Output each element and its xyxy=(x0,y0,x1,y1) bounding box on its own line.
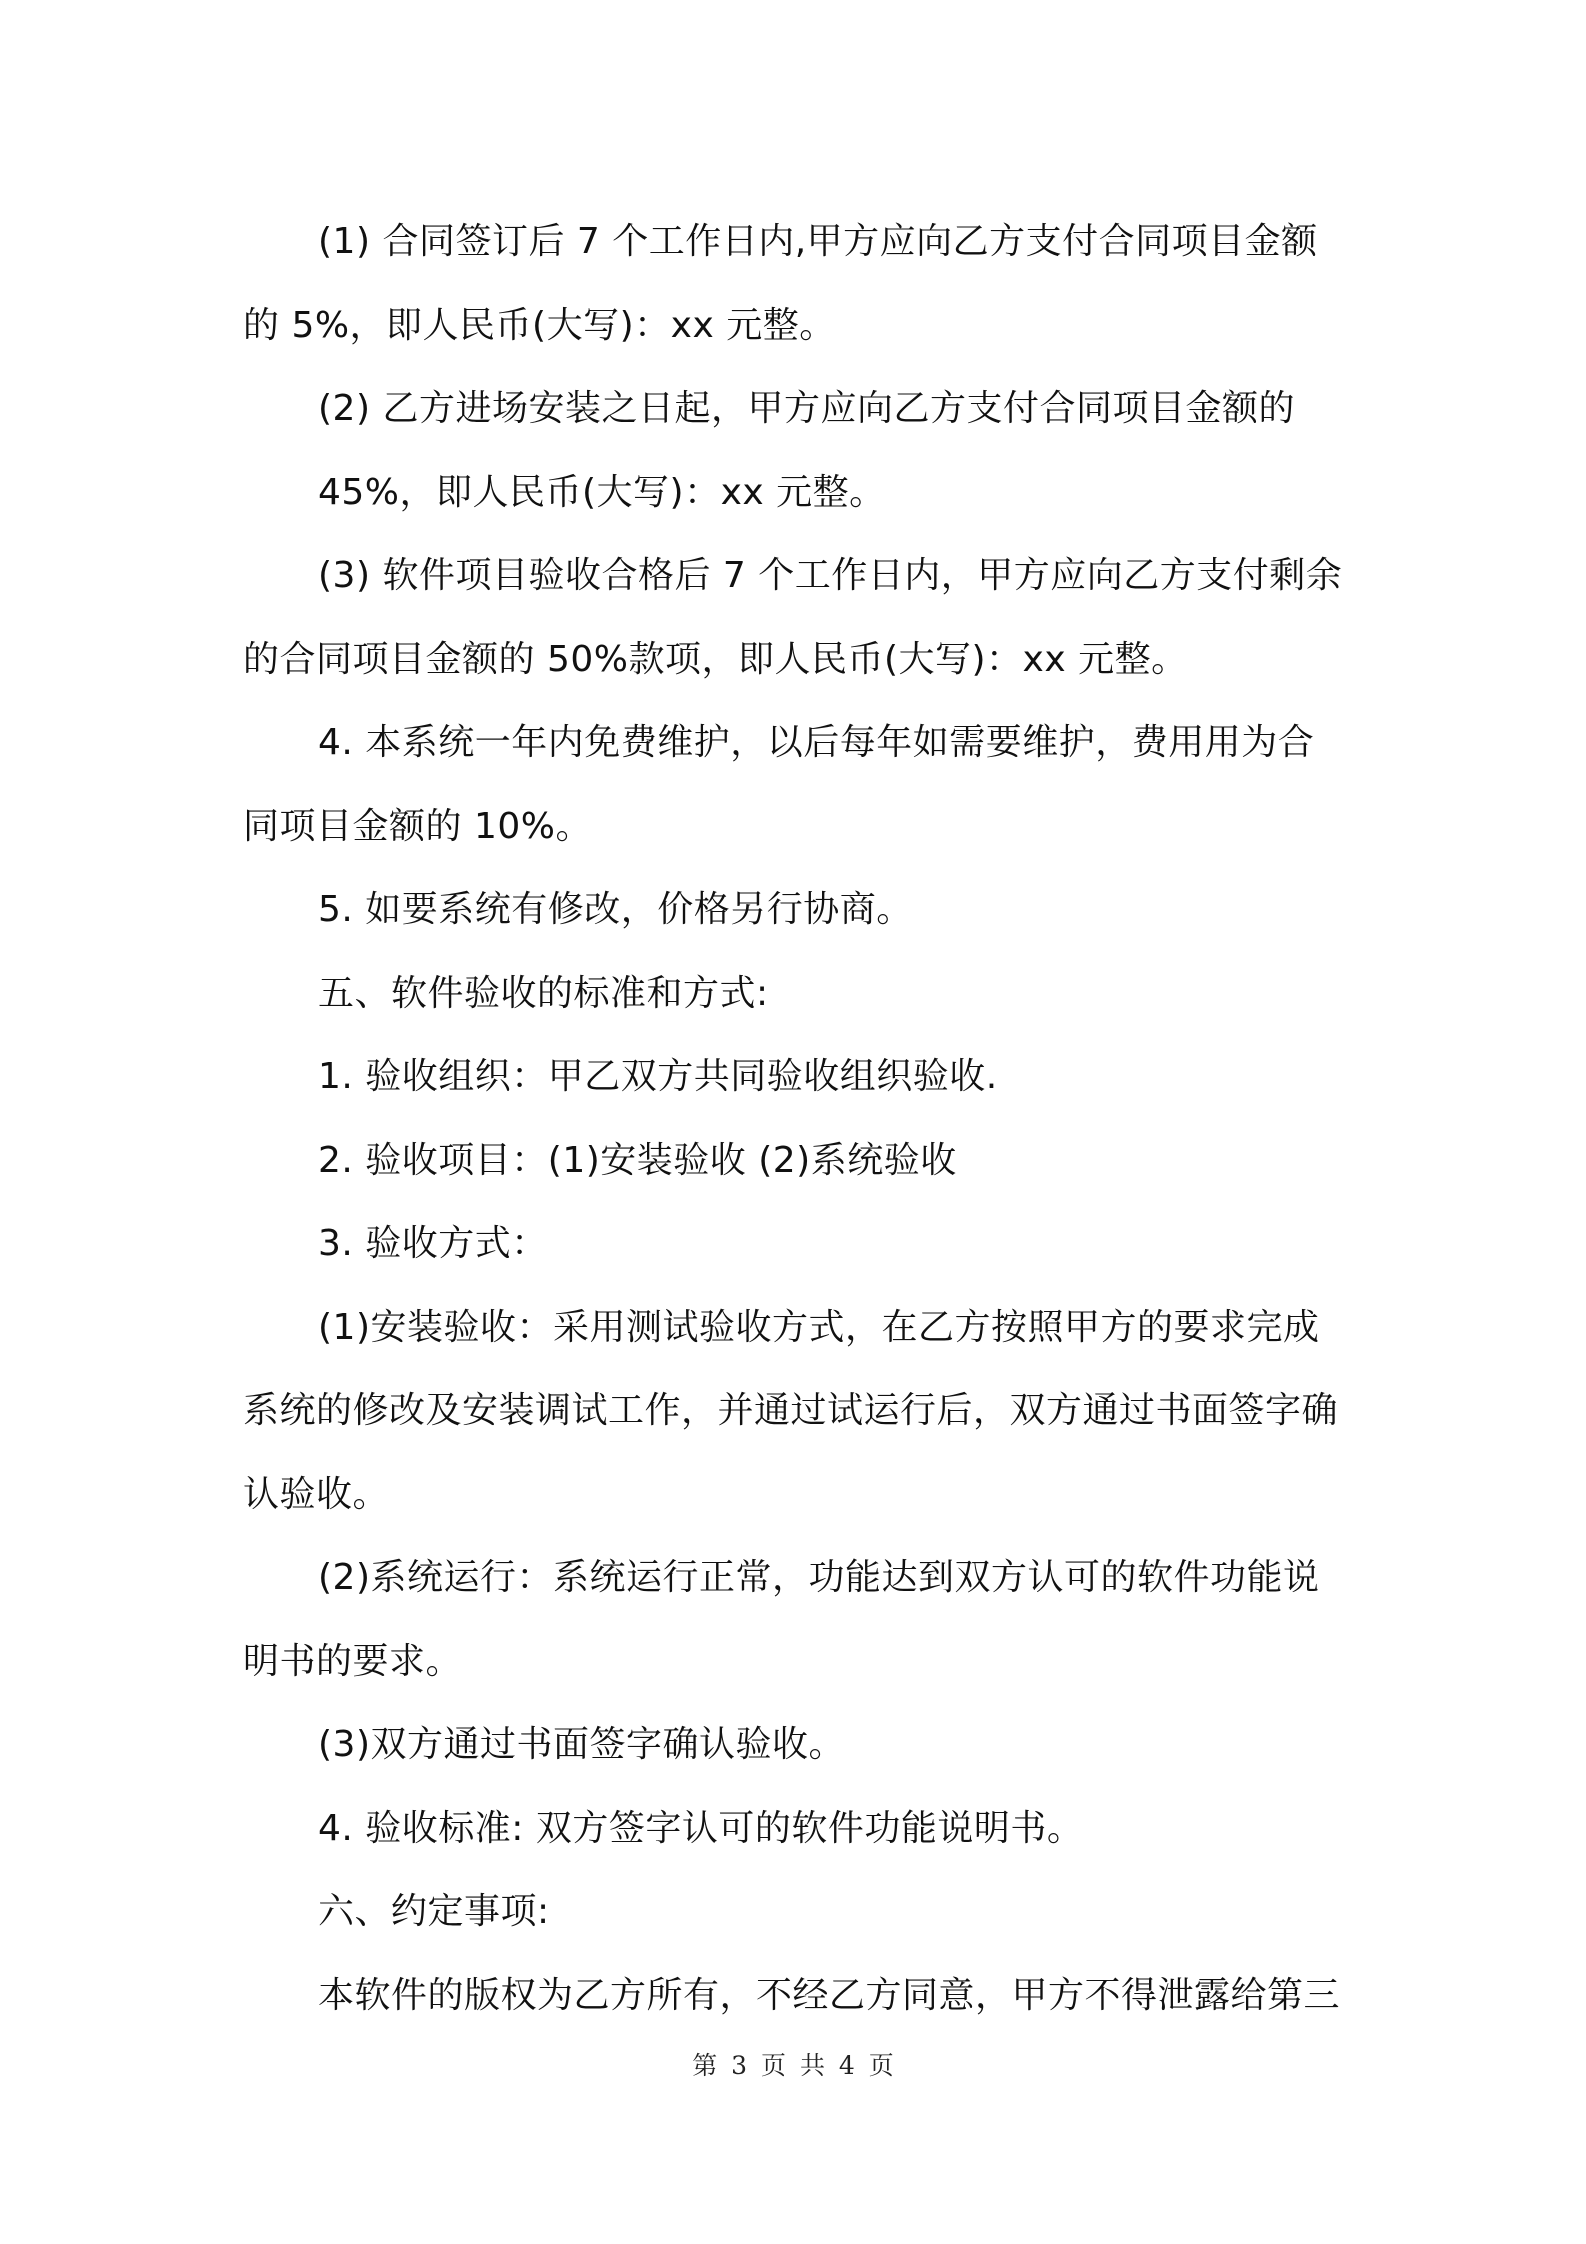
document-line: 3. 验收方式： xyxy=(318,1223,548,1264)
document-line: (1) 合同签订后 7 个工作日内,甲方应向乙方支付合同项目金额 xyxy=(318,221,1318,262)
document-line: 五、软件验收的标准和方式: xyxy=(318,972,769,1014)
document-line: (3)双方通过书面签字确认验收。 xyxy=(318,1724,845,1765)
document-line: 明书的要求。 xyxy=(243,1640,463,1682)
document-body xyxy=(243,200,1353,2037)
document-line: (1)安装验收：采用测试验收方式，在乙方按照甲方的要求完成 xyxy=(318,1306,1320,1348)
document-line: 45%，即人民币(大写)：xx 元整。 xyxy=(318,471,886,513)
document-line: (3) 软件项目验收合格后 7 个工作日内，甲方应向乙方支付剩余 xyxy=(318,555,1343,596)
document-line: 4. 验收标准: 双方签字认可的软件功能说明书。 xyxy=(318,1807,1084,1849)
document-line: 5. 如要系统有修改，价格另行协商。 xyxy=(318,889,913,930)
document-line: 六、约定事项: xyxy=(318,1891,550,1932)
page-number-footer: 第 3 页 共 4 页 xyxy=(692,2051,894,2080)
document-line: 的合同项目金额的 50%款项，即人民币(大写)：xx 元整。 xyxy=(243,638,1188,680)
document-line: 同项目金额的 10%。 xyxy=(243,805,592,847)
document-line: 系统的修改及安装调试工作，并通过试运行后，双方通过书面签字确 xyxy=(243,1390,1339,1431)
document-line: 的 5%，即人民币(大写)：xx 元整。 xyxy=(243,304,836,346)
document-line: (2) 乙方进场安装之日起，甲方应向乙方支付合同项目金额的 xyxy=(318,388,1295,429)
document-line: 本软件的版权为乙方所有，不经乙方同意，甲方不得泄露给第三 xyxy=(318,1974,1341,2016)
document-line: (2)系统运行：系统运行正常，功能达到双方认可的软件功能说 xyxy=(318,1557,1320,1598)
document-line: 1. 验收组织：甲乙双方共同验收组织验收. xyxy=(318,1056,998,1097)
document-line: 认验收。 xyxy=(243,1473,390,1515)
document-line: 4. 本系统一年内免费维护，以后每年如需要维护，费用用为合 xyxy=(318,722,1315,763)
document-line: 2. 验收项目：(1)安装验收 (2)系统验收 xyxy=(318,1139,957,1181)
